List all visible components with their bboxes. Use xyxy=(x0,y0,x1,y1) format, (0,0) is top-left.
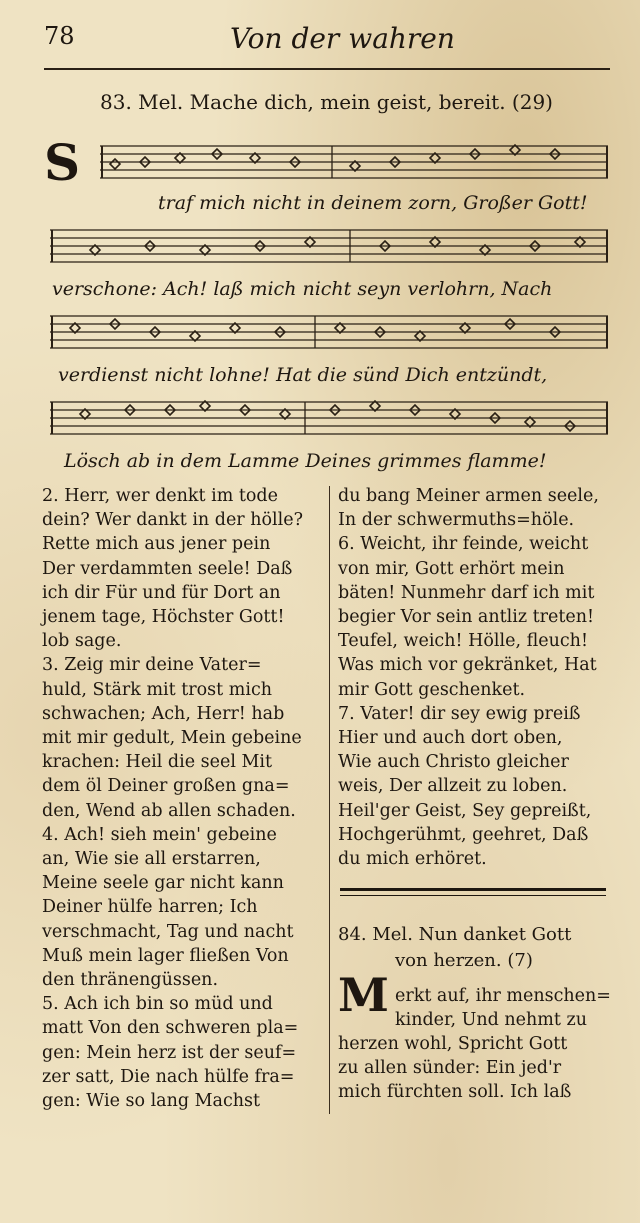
right-line: weis, Der allzeit zu loben. xyxy=(338,776,568,797)
hymn-84-line: kinder, Und nehmt zu xyxy=(395,1010,587,1031)
left-line: jenem tage, Höchster Gott! xyxy=(42,607,285,628)
right-line: Hochgerühmt, geehret, Daß xyxy=(338,824,589,845)
right-line: mir Gott geschenket. xyxy=(338,679,526,700)
left-line: verschmacht, Tag und nacht xyxy=(42,921,294,942)
left-line: dem öl Deiner großen gna= xyxy=(42,776,290,797)
left-line: den thränengüssen. xyxy=(42,970,219,991)
left-line: matt Von den schweren pla= xyxy=(42,1018,299,1039)
hymn-84-line: herzen wohl, Spricht Gott xyxy=(338,1034,568,1054)
left-line: krachen: Heil die seel Mit xyxy=(42,752,273,773)
hymn-83-lyric-2: verschone: Ach! laß mich nicht seyn verlohrn, Nach xyxy=(52,278,553,300)
right-line: Teufel, weich! Hölle, fleuch! xyxy=(338,631,588,652)
left-line: lob sage. xyxy=(42,631,122,652)
right-line: Was mich vor gekränket, Hat xyxy=(338,655,597,676)
music-staff-4 xyxy=(50,396,610,442)
right-line: begier Vor sein antliz treten! xyxy=(338,607,595,628)
left-column xyxy=(42,484,303,1113)
right-line: bäten! Nunmehr darf ich mit xyxy=(338,582,595,603)
hymn-83-initial: S xyxy=(44,133,81,192)
left-line: an, Wie sie all erstarren, xyxy=(42,849,261,870)
hymn-84-heading-2: von herzen. (7) xyxy=(395,950,533,971)
right-line: von mir, Gott erhört mein xyxy=(338,558,565,579)
page-number: 78 xyxy=(44,22,75,50)
left-line: huld, Stärk mit trost mich xyxy=(42,679,273,700)
staff-1-notes xyxy=(110,145,560,171)
right-line: du bang Meiner armen seele, xyxy=(338,486,599,506)
hymn-84-line: erkt auf, ihr menschen= xyxy=(395,986,611,1006)
hymn-84-heading-1: 84. Mel. Nun danket Gott xyxy=(338,924,572,945)
left-line: 3. Zeig mir deine Vater= xyxy=(42,655,262,676)
header-rule xyxy=(44,68,610,70)
left-line: Muß mein lager fließen Von xyxy=(42,945,289,966)
hymn-83-lyric-1: traf mich nicht in deinem zorn, Großer Gott! xyxy=(158,192,588,214)
right-line: Wie auch Christo gleicher xyxy=(338,752,569,773)
right-column xyxy=(338,484,599,871)
section-rule-thin xyxy=(340,895,606,896)
right-line: du mich erhöret. xyxy=(338,849,487,870)
left-line: mit mir gedult, Mein gebeine xyxy=(42,728,302,749)
hymn-83-lyric-4: Lösch ab in dem Lamme Deines grimmes flamme! xyxy=(64,450,547,472)
column-divider xyxy=(329,486,330,1114)
hymn-83-lyric-3: verdienst nicht lohne! Hat die sünd Dich entzündt, xyxy=(58,364,548,386)
left-line: dein? Wer dankt in der hölle? xyxy=(42,510,303,531)
hymn-84-body xyxy=(338,1032,571,1105)
hymn-84-line: zu allen sünder: Ein jed'r xyxy=(338,1058,562,1079)
left-line: schwachen; Ach, Herr! hab xyxy=(42,703,285,724)
left-line: ich dir Für und für Dort an xyxy=(42,582,281,603)
left-line: Rette mich aus jener pein xyxy=(42,534,271,555)
left-line: Der verdammten seele! Daß xyxy=(42,558,293,579)
running-head: Von der wahren xyxy=(230,22,455,55)
section-rule-thick xyxy=(340,888,606,891)
right-line: 7. Vater! dir sey ewig preiß xyxy=(338,703,581,724)
hymn-84-indented xyxy=(395,984,611,1032)
music-staff-1 xyxy=(100,140,610,186)
hymn-84-initial: M xyxy=(338,968,389,1022)
right-line: Heil'ger Geist, Sey gepreißt, xyxy=(338,800,592,821)
left-line: gen: Mein herz ist der seuf= xyxy=(42,1042,297,1063)
left-line: Deiner hülfe harren; Ich xyxy=(42,897,258,918)
right-line: In der schwermuths=höle. xyxy=(338,510,575,531)
left-line: zer satt, Die nach hülfe fra= xyxy=(42,1066,295,1087)
left-line: den, Wend ab allen schaden. xyxy=(42,800,296,821)
hymn-84-line: mich fürchten soll. Ich laß xyxy=(338,1082,572,1103)
music-staff-3 xyxy=(50,310,610,356)
left-line: gen: Wie so lang Machst xyxy=(42,1091,261,1112)
left-line: Meine seele gar nicht kann xyxy=(42,873,284,894)
right-line: Hier und auch dort oben, xyxy=(338,728,563,749)
left-line: 2. Herr, wer denkt im tode xyxy=(42,486,278,506)
hymn-83-heading: 83. Mel. Mache dich, mein geist, bereit. (29) xyxy=(100,90,553,114)
left-line: 5. Ach ich bin so müd und xyxy=(42,994,273,1015)
left-line: 4. Ach! sieh mein' gebeine xyxy=(42,824,277,845)
music-staff-2 xyxy=(50,224,610,270)
right-line: 6. Weicht, ihr feinde, weicht xyxy=(338,534,589,555)
